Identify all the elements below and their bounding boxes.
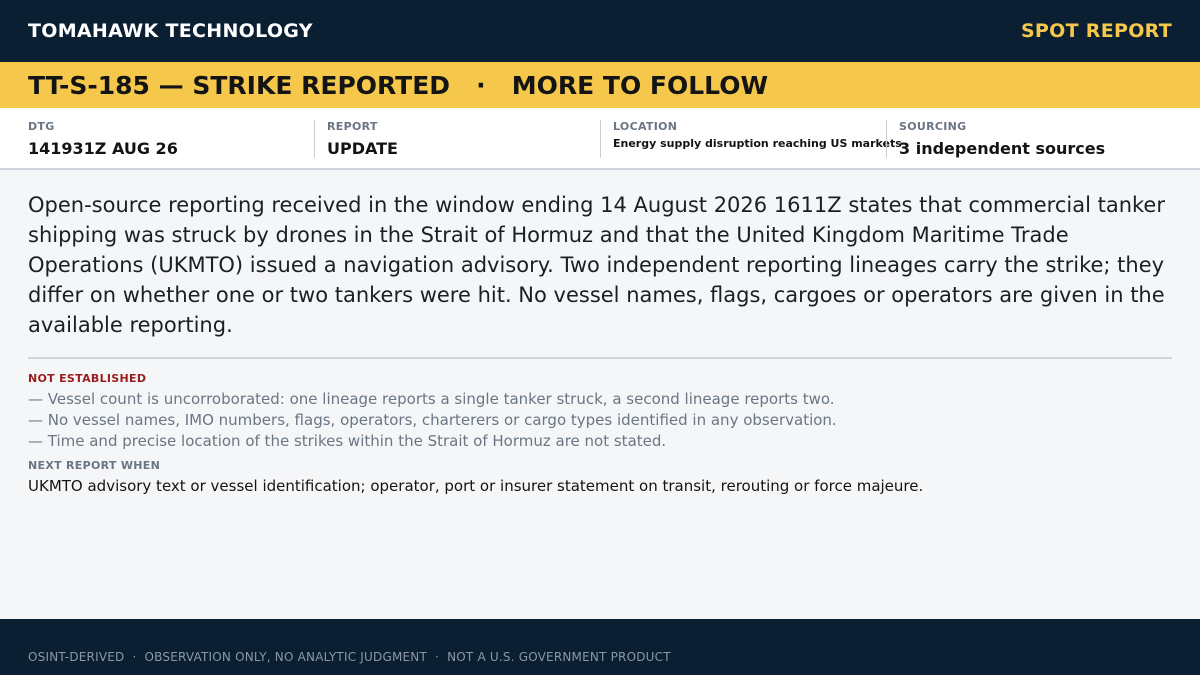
next-report-text: UKMTO advisory text or vessel identification; operator, port or insurer statement on transit, rerouting or force majeure. — [28, 477, 924, 495]
report-type-label: SPOT REPORT — [1020, 20, 1172, 42]
footer-disclaimer: OSINT-DERIVED · OBSERVATION ONLY, NO ANALYTIC JUDGMENT · NOT A U.S. GOVERNMENT PRODUCT — [28, 650, 671, 664]
meta-report-label: REPORT — [327, 120, 378, 133]
meta-dtg — [28, 120, 314, 158]
next-report-label: NEXT REPORT WHEN — [28, 459, 161, 472]
meta-dtg-value: 141931Z AUG 26 — [28, 139, 178, 158]
meta-report — [314, 120, 600, 158]
meta-location-label: LOCATION — [613, 120, 678, 133]
meta-sourcing-value: 3 independent sources — [899, 139, 1106, 158]
headline: TT-S-185 — STRIKE REPORTED · MORE TO FOLLOW — [28, 70, 769, 100]
headline-banner — [0, 62, 1200, 108]
list-item: — Time and precise location of the strikes within the Strait of Hormuz are not stated. — [28, 432, 667, 450]
meta-dtg-label: DTG — [28, 120, 55, 133]
meta-location-value: Energy supply disruption reaching US markets — [613, 137, 902, 150]
meta-sourcing — [886, 120, 1172, 158]
not-established-label: NOT ESTABLISHED — [28, 372, 147, 385]
list-item: — Vessel count is uncorroborated: one lineage reports a single tanker struck, a second lineage reports two. — [28, 390, 835, 408]
meta-sourcing-label: SOURCING — [899, 120, 967, 133]
brand-name: TOMAHAWK TECHNOLOGY — [28, 20, 313, 42]
meta-report-value: UPDATE — [327, 139, 398, 158]
report-summary: Open-source reporting received in the window ending 14 August 2026 1611Z states that commercial tanker shipping was struck by drones in the Strait of Hormuz and that the United Kingdom Maritime Trade Operations (UKMTO) issued a navigation advisory. Two independent reporting lineages carry the strike; they differ on whether one or two tankers were hit. No vessel names, flags, cargoes or operators are given in the available reporting. — [28, 193, 1165, 337]
meta-location — [600, 120, 902, 158]
top-bar — [0, 0, 1200, 62]
list-item: — No vessel names, IMO numbers, flags, operators, charterers or cargo types identified in any observation. — [28, 411, 837, 429]
not-established-list — [28, 389, 1172, 452]
section-divider — [28, 357, 1172, 359]
footer-bar — [0, 619, 1200, 675]
metadata-strip — [0, 108, 1200, 170]
